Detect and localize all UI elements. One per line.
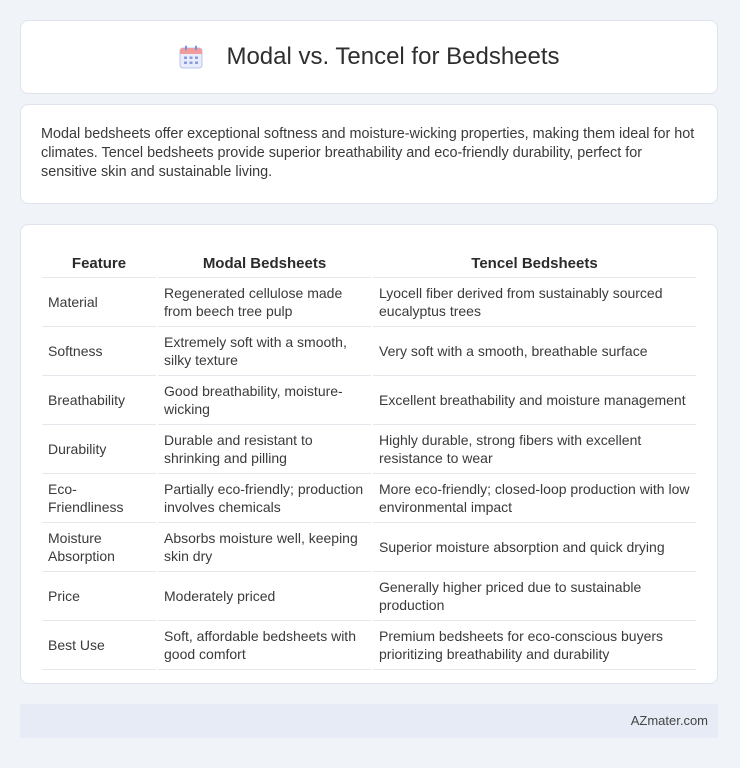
feature-cell: Material	[42, 278, 156, 327]
modal-cell: Durable and resistant to shrinking and pilling	[158, 425, 371, 474]
comparison-table-card	[20, 224, 718, 684]
table-header-row	[42, 245, 696, 278]
title-card	[20, 20, 718, 94]
table-row	[42, 572, 696, 621]
modal-cell: Partially eco-friendly; production involves chemicals	[158, 474, 371, 523]
modal-cell: Extremely soft with a smooth, silky texture	[158, 327, 371, 376]
tencel-cell: More eco-friendly; closed-loop production with low environmental impact	[373, 474, 696, 523]
table-row	[42, 425, 696, 474]
table-row	[42, 474, 696, 523]
table-row	[42, 523, 696, 572]
modal-cell: Good breathability, moisture-wicking	[158, 376, 371, 425]
modal-cell: Absorbs moisture well, keeping skin dry	[158, 523, 371, 572]
tencel-cell: Superior moisture absorption and quick drying	[373, 523, 696, 572]
feature-cell: Durability	[42, 425, 156, 474]
summary-text: Modal bedsheets offer exceptional softness and moisture-wicking properties, making them ideal for hot climates. Tencel bedsheets provide superior breathability and eco-friendly durability, perfect for sensitive skin and sustainable living.	[41, 126, 695, 180]
table-row	[42, 376, 696, 425]
tencel-cell: Excellent breathability and moisture management	[373, 376, 696, 425]
tencel-cell: Lyocell fiber derived from sustainably sourced eucalyptus trees	[373, 278, 696, 327]
feature-cell: Softness	[42, 327, 156, 376]
feature-cell: Moisture Absorption	[42, 523, 156, 572]
modal-cell: Moderately priced	[158, 572, 371, 621]
tencel-cell: Very soft with a smooth, breathable surface	[373, 327, 696, 376]
feature-cell: Breathability	[42, 376, 156, 425]
header-tencel: Tencel Bedsheets	[373, 245, 696, 278]
comparison-table	[40, 245, 698, 670]
modal-cell: Regenerated cellulose made from beech tree pulp	[158, 278, 371, 327]
table-row	[42, 278, 696, 327]
tencel-cell: Generally higher priced due to sustainable production	[373, 572, 696, 621]
feature-cell: Eco-Friendliness	[42, 474, 156, 523]
header-modal: Modal Bedsheets	[158, 245, 371, 278]
modal-cell: Soft, affordable bedsheets with good comfort	[158, 621, 371, 670]
page-title: Modal vs. Tencel for Bedsheets	[226, 43, 560, 70]
feature-cell: Price	[42, 572, 156, 621]
calendar-icon	[178, 44, 204, 70]
tencel-cell: Premium bedsheets for eco-conscious buyers prioritizing breathability and durability	[373, 621, 696, 670]
footer-brand[interactable]: AZmater.com	[630, 713, 708, 728]
summary-card	[20, 104, 718, 204]
table-row	[42, 327, 696, 376]
footer	[20, 704, 718, 738]
table-row	[42, 621, 696, 670]
header-feature: Feature	[42, 245, 156, 278]
feature-cell: Best Use	[42, 621, 156, 670]
tencel-cell: Highly durable, strong fibers with excellent resistance to wear	[373, 425, 696, 474]
